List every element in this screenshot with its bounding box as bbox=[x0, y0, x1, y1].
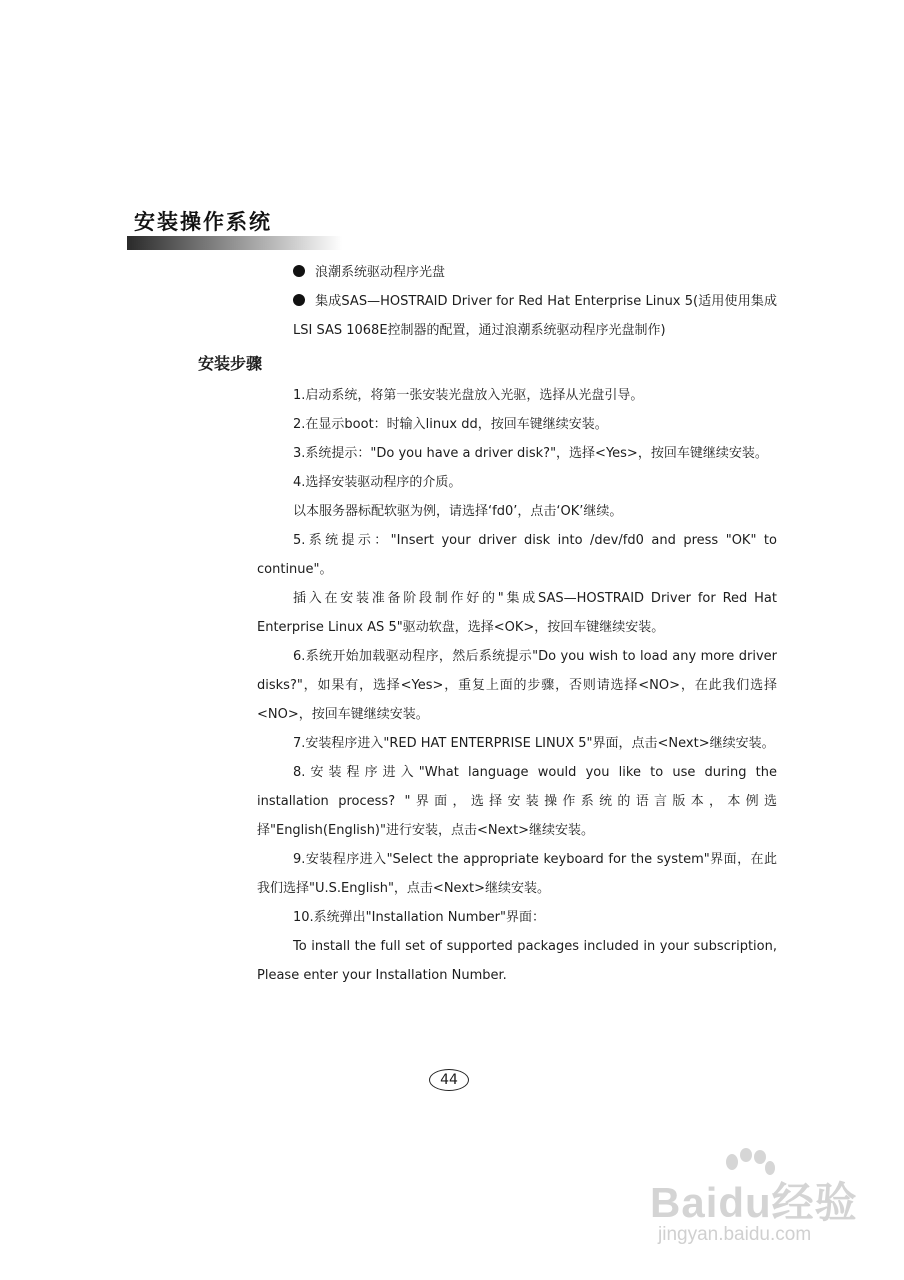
step-paragraph: 4.选择安装驱动程序的介质。 bbox=[293, 475, 462, 490]
step-paragraph: 10.系统弹出"Installation Number"界面： bbox=[293, 910, 545, 925]
step-paragraph: 9.安装程序进入"Select the appropriate keyboard for the system"界面，在此我们选择"U.S.English"，点击<Next>继续安装。 bbox=[257, 852, 777, 896]
step-paragraph: 1.启动系统，将第一张安装光盘放入光驱，选择从光盘引导。 bbox=[293, 388, 644, 403]
bullet-text: 集成SAS—HOSTRAID Driver for Red Hat Enterprise Linux 5(适用使用集成LSI SAS 1068E控制器的配置，通过浪潮系统驱动程序光盘制作) bbox=[293, 294, 777, 338]
page-content bbox=[198, 258, 777, 990]
baidu-watermark bbox=[650, 1148, 890, 1248]
bullet-text: 浪潮系统驱动程序光盘 bbox=[315, 265, 446, 280]
bullet-icon bbox=[293, 294, 305, 306]
watermark-logo: Baidu经验 bbox=[650, 1179, 858, 1226]
step-paragraph: 3.系统提示："Do you have a driver disk?"，选择<Yes>，按回车键继续安装。 bbox=[293, 446, 768, 461]
section-title: 安装操作系统 bbox=[134, 210, 272, 234]
bullet-item bbox=[257, 258, 777, 287]
step-paragraph: 8.安装程序进入"What language would you like to use during the installation process? "界面，选择安装操作系统的语言版本，本例选择"English(English)"进行安装，点击<Next>继续安装。 bbox=[257, 765, 777, 838]
bullet-icon bbox=[293, 265, 305, 277]
step-paragraph: 6.系统开始加载驱动程序，然后系统提示"Do you wish to load any more driver disks?"，如果有，选择<Yes>，重复上面的步骤，否则请选择<NO>，在此我们选择<NO>，按回车键继续安装。 bbox=[257, 649, 777, 722]
step-paragraph: 7.安装程序进入"RED HAT ENTERPRISE LINUX 5"界面，点击<Next>继续安装。 bbox=[293, 736, 775, 751]
watermark-url: jingyan.baidu.com bbox=[658, 1224, 812, 1245]
step-paragraph: 插入在安装准备阶段制作好的"集成SAS—HOSTRAID Driver for Red Hat Enterprise Linux AS 5"驱动软盘，选择<OK>，按回车键继续安装。 bbox=[257, 591, 777, 635]
step-paragraph: To install the full set of supported packages included in your subscription, Please enter your Installation Number. bbox=[257, 939, 777, 983]
page-number: 44 bbox=[429, 1069, 469, 1091]
subsection-title: 安装步骤 bbox=[198, 354, 263, 373]
step-paragraph: 5.系统提示："Insert your driver disk into /dev/fd0 and press "OK" to continue"。 bbox=[257, 533, 777, 577]
step-paragraph: 以本服务器标配软驱为例，请选择‘fd0’，点击‘OK’继续。 bbox=[293, 504, 623, 519]
step-paragraph: 2.在显示boot：时输入linux dd，按回车键继续安装。 bbox=[293, 417, 608, 432]
title-gradient-bar bbox=[127, 236, 342, 250]
bullet-item bbox=[257, 287, 777, 345]
